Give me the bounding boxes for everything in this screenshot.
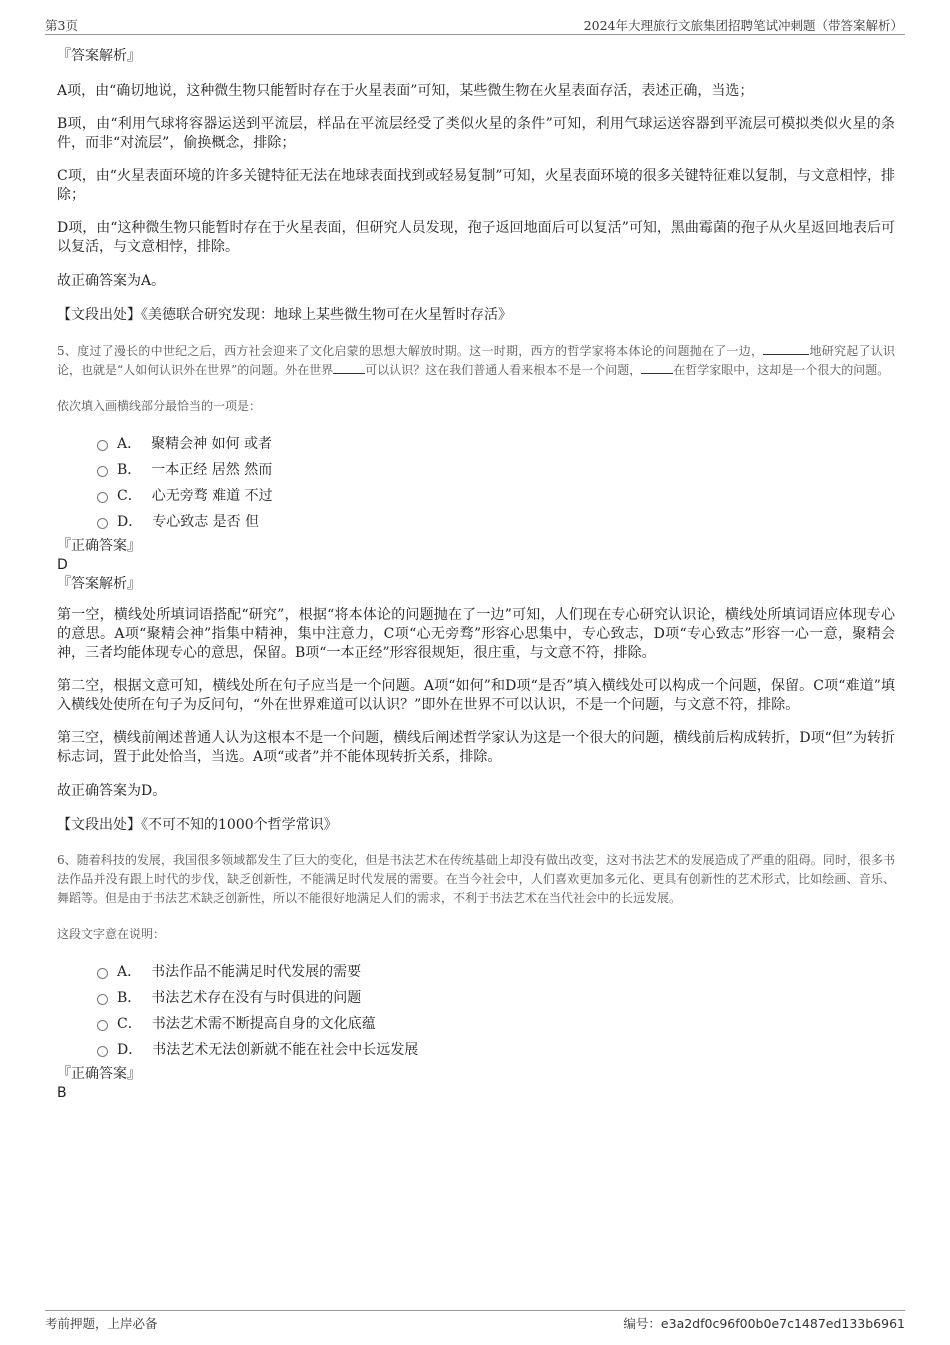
conclusion: 故正确答案为D。 — [57, 783, 167, 799]
option-text: 书法作品不能满足时代发展的需要 — [151, 964, 362, 980]
option-text: 一本正经 居然 然而 — [151, 462, 273, 478]
analysis-paragraph: 第二空，根据文意可知，横线处所在句子应当是一个问题。A项“如何”和D项“是否”填入横线处可以构成一个问题，保留。C项“难道”填入横线处使所在句子为反问句，“外在世界难道可以认识？”即外在世界不可以认识，不是一个问题，与文意不符，排除。 — [57, 678, 895, 713]
option-key: C． — [117, 1016, 142, 1032]
fill-blank — [333, 361, 365, 374]
option-text: 书法艺术无法创新就不能在社会中长远发展 — [152, 1042, 419, 1058]
analysis-label: 『答案解析』 — [57, 48, 141, 64]
analysis-paragraph: C项，由“火星表面环境的许多关键特征无法在地球表面找到或轻易复制”可知，火星表面环境的很多关键特征难以复制，与文意相悖，排除； — [57, 168, 895, 203]
option-key: B． — [117, 990, 142, 1006]
option-key: A． — [117, 964, 142, 980]
question-6-options — [57, 958, 895, 1062]
option-text: 书法艺术存在没有与时俱进的问题 — [151, 990, 362, 1006]
correct-answer-label: 『正确答案』 — [57, 538, 141, 554]
document-title: 2024年大理旅行文旅集团招聘笔试冲刺题（带答案解析） — [583, 18, 903, 33]
option-text: 心无旁骛 难道 不过 — [151, 488, 273, 504]
analysis-paragraph: 第一空，横线处所填词语搭配“研究”，根据“将本体论的问题抛在了一边”可知，人们现在专心研究认识论，横线处所填词语应体现专心的意思。A项“聚精会神”指集中精神，集中注意力，C项“心无旁骛”形容心思集中，专心致志，D项“专心致志”形容一心一意，聚精会神，三者均能体现专心的意思，保留。B项“一本正经”形容很规矩，很庄重，与文意不符，排除。 — [57, 607, 895, 661]
correct-answer-label: 『正确答案』 — [57, 1066, 141, 1082]
option-key: C． — [117, 488, 142, 504]
option-text: 书法艺术需不断提高自身的文化底蕴 — [151, 1016, 376, 1032]
radio-button-icon[interactable] — [97, 518, 108, 529]
document-code: 编号：e3a2df0c96f00b0e7c1487ed133b6961 — [623, 1316, 905, 1331]
question-prompt: 依次填入画横线部分最恰当的一项是： — [57, 399, 262, 413]
analysis-paragraph: 第三空，横线前阐述普通人认为这根本不是一个问题，横线后阐述哲学家认为这是一个很大的问题，横线前后构成转折，D项“但”为转折标志词，置于此处恰当，当选。A项“或者”并不能体现转折关系，排除。 — [57, 730, 895, 765]
footer-slogan: 考前押题，上岸必备 — [45, 1316, 158, 1331]
page-footer — [45, 1310, 905, 1337]
option-text: 聚精会神 如何 或者 — [151, 436, 273, 452]
radio-button-icon[interactable] — [97, 1046, 108, 1057]
question-text-part: 可以认识？这在我们普通人看来根本不是一个问题， — [365, 363, 642, 377]
analysis-paragraph: A项，由“确切地说，这种微生物只能暂时存在于火星表面”可知，某些微生物在火星表面存活，表述正确，当选； — [57, 83, 754, 99]
option-c[interactable] — [57, 482, 895, 508]
question-text-part: 地研究起了认识论，也就是“人如何认识外在世界”的问题。外在世界 — [57, 344, 895, 377]
question-5-options — [57, 430, 895, 534]
option-d[interactable] — [57, 508, 895, 534]
option-c[interactable] — [57, 1010, 895, 1036]
analysis-label: 『答案解析』 — [57, 576, 141, 592]
radio-button-icon[interactable] — [97, 492, 108, 503]
question-text-part: 5、度过了漫长的中世纪之后，西方社会迎来了文化启蒙的思想大解放时期。这一时期，西方的哲学家将本体论的问题抛在了一边， — [57, 344, 764, 358]
radio-button-icon[interactable] — [97, 1020, 108, 1031]
page-number: 第3页 — [45, 18, 78, 33]
radio-button-icon[interactable] — [97, 994, 108, 1005]
radio-button-icon[interactable] — [97, 466, 108, 477]
option-text: 专心致志 是否 但 — [152, 514, 260, 530]
option-d[interactable] — [57, 1036, 895, 1062]
question-6-text: 6、随着科技的发展，我国很多领域都发生了巨大的变化，但是书法艺术在传统基础上却没有做出改变，这对书法艺术的发展造成了严重的阻碍。同时，很多书法作品并没有跟上时代的步伐，缺乏创新性，不能满足时代发展的需要。在当今社会中，人们喜欢更加多元化、更具有创新性的艺术形式，比如绘画、音乐、舞蹈等。但是由于书法艺术缺乏创新性，所以不能很好地满足人们的需求，不利于书法艺术在当代社会中的长远发展。 — [57, 853, 895, 905]
correct-answer: B — [57, 1085, 67, 1101]
option-a[interactable] — [57, 958, 895, 984]
option-key: D． — [117, 1042, 143, 1058]
radio-button-icon[interactable] — [97, 440, 108, 451]
option-key: B． — [117, 462, 142, 478]
option-b[interactable] — [57, 984, 895, 1010]
option-a[interactable] — [57, 430, 895, 456]
question-5-text — [57, 342, 895, 380]
analysis-paragraph: B项，由“利用气球将容器运送到平流层，样品在平流层经受了类似火星的条件”可知，利用气球运送容器到平流层可模拟类似火星的条件，而非“对流层”，偷换概念，排除； — [57, 116, 895, 151]
fill-blank — [763, 342, 809, 355]
option-key: A． — [117, 436, 142, 452]
question-prompt: 这段文字意在说明： — [57, 927, 166, 941]
passage-source: 【文段出处】《不可不知的1000个哲学常识》 — [57, 817, 338, 833]
passage-source: 【文段出处】《美德联合研究发现：地球上某些微生物可在火星暂时存活》 — [57, 307, 512, 323]
option-key: D． — [117, 514, 143, 530]
fill-blank — [641, 361, 673, 374]
document-content — [57, 45, 895, 1102]
radio-button-icon[interactable] — [97, 968, 108, 979]
option-b[interactable] — [57, 456, 895, 482]
conclusion: 故正确答案为A。 — [57, 273, 166, 289]
question-text-part: 在哲学家眼中，这却是一个很大的问题。 — [673, 363, 890, 377]
correct-answer: D — [57, 557, 68, 573]
analysis-paragraph: D项，由“这种微生物只能暂时存在于火星表面，但研究人员发现，孢子返回地面后可以复活”可知，黑曲霉菌的孢子从火星返回地表后可以复活，与文意相悖，排除。 — [57, 220, 895, 255]
page-header — [45, 14, 905, 35]
